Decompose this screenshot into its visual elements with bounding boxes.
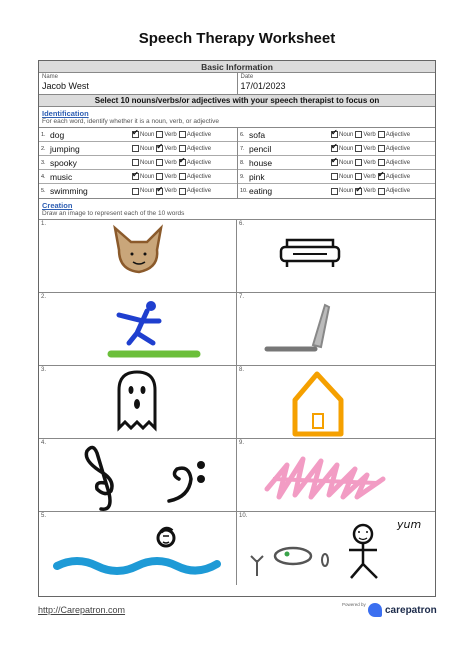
verb-option: [156, 131, 176, 138]
drawing-cell-6[interactable]: [237, 220, 435, 293]
word-text: house: [249, 157, 273, 168]
noun-checkbox[interactable]: [132, 145, 139, 152]
word-row: [238, 128, 435, 142]
verb-checkbox[interactable]: [355, 131, 362, 138]
verb-option: [156, 173, 176, 180]
adjective-option: [378, 173, 410, 180]
noun-checkbox[interactable]: [132, 131, 139, 138]
adjective-label: Adjective: [186, 188, 212, 194]
basic-info-header: Basic Information: [39, 61, 435, 73]
cell-number: 7.: [239, 294, 245, 300]
brand-logo: [368, 603, 437, 617]
cell-number: 5.: [41, 513, 47, 519]
cell-number: 6.: [239, 221, 245, 227]
pencil-drawing: [237, 293, 435, 366]
cell-number: 9.: [239, 440, 245, 446]
words-column-right: [237, 128, 435, 198]
date-value: 17/01/2023: [240, 81, 286, 91]
verb-label: Verb: [164, 173, 177, 180]
adjective-label: Adjective: [385, 159, 411, 166]
word-number: 3.: [41, 159, 46, 166]
word-row: [238, 156, 435, 170]
yum-text: yum: [397, 518, 422, 531]
noun-label: Noun: [339, 145, 354, 152]
adjective-option: [179, 188, 211, 195]
word-row: [39, 128, 237, 142]
drawing-cell-7[interactable]: [237, 293, 435, 366]
verb-label: Verb: [164, 159, 177, 166]
words-grid: [39, 127, 435, 199]
noun-label: Noun: [140, 145, 155, 152]
adjective-checkbox[interactable]: [179, 159, 186, 166]
adjective-checkbox[interactable]: [378, 145, 385, 152]
drawing-cell-10[interactable]: [237, 512, 435, 585]
noun-option: [331, 173, 353, 180]
adjective-label: Adjective: [186, 131, 212, 138]
word-text: music: [50, 171, 73, 182]
identification-subtitle: For each word, identify whether it is a noun, verb, or adjective: [42, 118, 220, 125]
noun-checkbox[interactable]: [132, 159, 139, 166]
identification-heading: Identification: [42, 109, 89, 118]
verb-checkbox[interactable]: [156, 145, 163, 152]
verb-checkbox[interactable]: [156, 173, 163, 180]
adjective-option: [378, 145, 410, 152]
adjective-checkbox[interactable]: [378, 131, 385, 138]
swimming-drawing: [39, 512, 237, 585]
verb-checkbox[interactable]: [156, 188, 163, 195]
word-number: 6.: [240, 131, 245, 138]
word-row: [39, 170, 237, 184]
cell-number: 8.: [239, 367, 245, 373]
verb-label: Verb: [363, 173, 376, 180]
word-row: [238, 170, 435, 184]
word-row: [39, 142, 237, 156]
adjective-option: [378, 188, 410, 195]
word-text: sofa: [249, 129, 266, 140]
verb-option: [355, 159, 375, 166]
adjective-label: Adjective: [385, 173, 411, 180]
adjective-checkbox[interactable]: [378, 173, 385, 180]
noun-checkbox[interactable]: [331, 188, 338, 195]
word-text: jumping: [50, 143, 80, 154]
noun-option: [132, 159, 154, 166]
date-cell[interactable]: [237, 73, 436, 94]
adjective-label: Adjective: [385, 145, 411, 152]
word-text: spooky: [50, 157, 77, 168]
drawing-cell-1[interactable]: [39, 220, 237, 293]
noun-option: [331, 131, 353, 138]
word-text: swimming: [50, 186, 88, 196]
creation-subtitle: Draw an image to represent each of the 10 words: [42, 210, 185, 217]
adjective-label: Adjective: [186, 159, 212, 166]
carepatron-logo-icon: [368, 603, 382, 617]
noun-label: Noun: [140, 131, 155, 138]
verb-option: [156, 159, 176, 166]
noun-label: Noun: [339, 159, 354, 166]
adjective-label: Adjective: [186, 173, 212, 180]
sofa-drawing: [237, 220, 435, 293]
noun-option: [331, 145, 353, 152]
adjective-label: Adjective: [385, 131, 411, 138]
drawing-cell-4[interactable]: [39, 439, 237, 512]
adjective-checkbox[interactable]: [179, 188, 186, 195]
word-number: 7.: [240, 145, 245, 152]
verb-option: [156, 188, 176, 195]
creation-heading: Creation: [42, 201, 73, 210]
name-cell[interactable]: [39, 73, 237, 94]
adjective-option: [179, 145, 211, 152]
word-number: 1.: [41, 131, 46, 138]
cell-number: 1.: [41, 221, 47, 227]
house-drawing: [237, 366, 435, 439]
noun-checkbox[interactable]: [132, 173, 139, 180]
adjective-checkbox[interactable]: [179, 173, 186, 180]
noun-label: Noun: [140, 159, 155, 166]
verb-option: [355, 145, 375, 152]
verb-option: [355, 173, 375, 180]
noun-label: Noun: [140, 188, 155, 194]
word-text: pink: [249, 171, 265, 182]
word-number: 2.: [41, 145, 46, 152]
verb-checkbox[interactable]: [355, 159, 362, 166]
noun-option: [331, 159, 353, 166]
verb-label: Verb: [164, 145, 177, 152]
adjective-option: [179, 131, 211, 138]
ghost-drawing: [39, 366, 237, 439]
adjective-checkbox[interactable]: [378, 159, 385, 166]
word-number: 5.: [41, 188, 46, 194]
brand-name: carepatron: [385, 604, 437, 616]
verb-checkbox[interactable]: [355, 145, 362, 152]
date-label: Date: [240, 74, 254, 80]
pink-scribble-drawing: [237, 439, 435, 512]
verb-label: Verb: [363, 145, 376, 152]
noun-option: [132, 131, 154, 138]
word-text: eating: [249, 186, 273, 196]
adjective-option: [179, 159, 211, 166]
drawing-cell-8[interactable]: [237, 366, 435, 439]
cell-number: 3.: [41, 367, 47, 373]
adjective-label: Adjective: [186, 145, 212, 152]
drawing-cell-3[interactable]: [39, 366, 237, 439]
noun-checkbox[interactable]: [331, 145, 338, 152]
drawing-cell-2[interactable]: [39, 293, 237, 366]
verb-checkbox[interactable]: [156, 131, 163, 138]
jumping-drawing: [39, 293, 237, 366]
noun-label: Noun: [140, 173, 155, 180]
footer-link[interactable]: http://Carepatron.com: [38, 605, 126, 615]
word-row: [238, 142, 435, 156]
name-label: Name: [42, 74, 59, 80]
verb-checkbox[interactable]: [355, 173, 362, 180]
verb-option: [156, 145, 176, 152]
noun-checkbox[interactable]: [331, 159, 338, 166]
word-row: [39, 156, 237, 170]
basic-info-row: [39, 73, 435, 95]
noun-option: [132, 145, 154, 152]
adjective-option: [378, 131, 410, 138]
drawing-cell-5[interactable]: [39, 512, 237, 585]
creation-grid: [39, 219, 435, 585]
word-row: [238, 184, 435, 198]
powered-by-text: Powered by: [342, 602, 366, 607]
word-number: 4.: [41, 173, 46, 180]
noun-label: Noun: [339, 188, 354, 194]
noun-checkbox[interactable]: [132, 188, 139, 195]
adjective-label: Adjective: [385, 188, 411, 194]
noun-label: Noun: [339, 173, 354, 180]
adjective-checkbox[interactable]: [378, 188, 385, 195]
name-value: Jacob West: [42, 81, 89, 91]
drawing-cell-9[interactable]: [237, 439, 435, 512]
verb-label: Verb: [363, 188, 376, 194]
verb-checkbox[interactable]: [156, 159, 163, 166]
word-number: 10.: [240, 188, 248, 194]
adjective-option: [179, 173, 211, 180]
noun-option: [132, 188, 154, 195]
words-column-left: [39, 128, 237, 198]
word-text: pencil: [249, 143, 272, 154]
music-drawing: [39, 439, 237, 512]
verb-checkbox[interactable]: [355, 188, 362, 195]
verb-option: [355, 131, 375, 138]
cell-number: 4.: [41, 440, 47, 446]
word-text: dog: [50, 129, 65, 140]
verb-label: Verb: [164, 188, 177, 194]
worksheet: [38, 60, 436, 597]
verb-label: Verb: [363, 159, 376, 166]
noun-option: [331, 188, 353, 195]
noun-label: Noun: [339, 131, 354, 138]
word-number: 9.: [240, 173, 245, 180]
verb-label: Verb: [164, 131, 177, 138]
cell-number: 2.: [41, 294, 47, 300]
word-number: 8.: [240, 159, 245, 166]
verb-label: Verb: [363, 131, 376, 138]
eating-drawing: [237, 512, 435, 585]
word-row: [39, 184, 237, 198]
adjective-checkbox[interactable]: [179, 131, 186, 138]
noun-checkbox[interactable]: [331, 173, 338, 180]
page-title: Speech Therapy Worksheet: [138, 30, 336, 47]
noun-checkbox[interactable]: [331, 131, 338, 138]
adjective-option: [378, 159, 410, 166]
noun-option: [132, 173, 154, 180]
instruction-bar: Select 10 nouns/verbs/or adjectives with your speech therapist to focus on: [39, 95, 435, 107]
cell-number: 10.: [239, 513, 248, 519]
dog-drawing: [39, 220, 237, 293]
adjective-checkbox[interactable]: [179, 145, 186, 152]
verb-option: [355, 188, 375, 195]
